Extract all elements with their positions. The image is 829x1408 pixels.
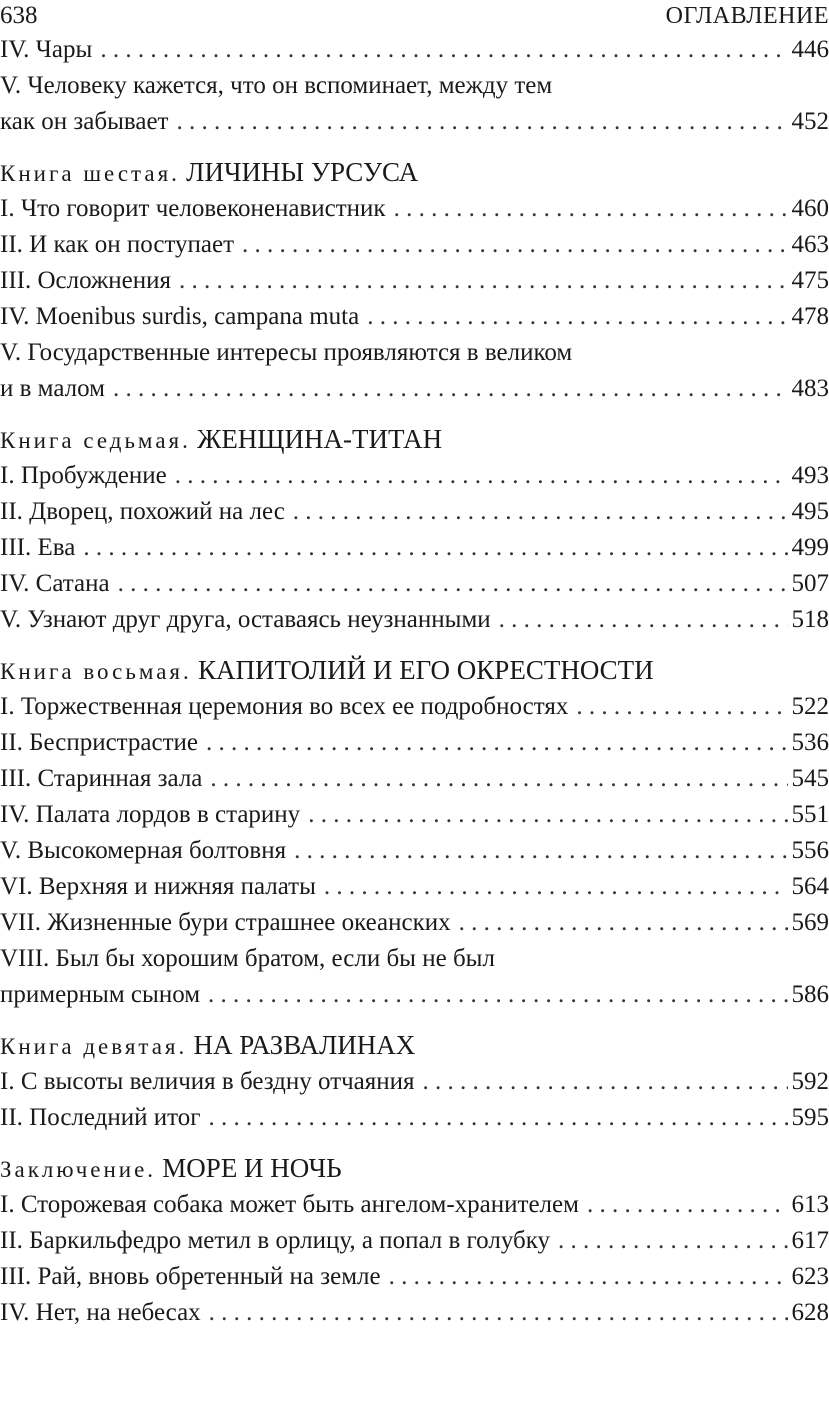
dot-leader xyxy=(423,1064,788,1100)
book-label: Книга девятая. xyxy=(0,1034,188,1059)
toc-entry xyxy=(0,494,829,530)
toc-entry xyxy=(0,1259,829,1295)
chapter-page-number: 452 xyxy=(791,108,829,135)
dot-leader xyxy=(367,299,787,335)
chapter-page-number: 595 xyxy=(791,1104,829,1131)
chapter-page-number: 446 xyxy=(791,36,829,63)
book-heading xyxy=(0,651,829,689)
chapter-title: VII. Жизненные бури страшнее океанских xyxy=(0,909,451,936)
chapter-page-number: 592 xyxy=(791,1068,829,1095)
chapter-title: I. Торжественная церемония во всех ее подробностях xyxy=(0,693,569,720)
chapter-title: как он забывает xyxy=(0,108,169,135)
chapter-title: V. Высокомерная болтовня xyxy=(0,837,287,864)
dot-leader xyxy=(179,263,788,299)
chapter-page-number: 556 xyxy=(791,837,829,864)
chapter-title-line: VIII. Был бы хорошим братом, если бы не был xyxy=(0,945,495,972)
dot-leader xyxy=(206,725,788,761)
chapter-page-number: 478 xyxy=(791,303,829,330)
chapter-title-line: V. Государственные интересы проявляются в великом xyxy=(0,339,573,366)
dot-leader xyxy=(176,104,787,140)
chapter-title: I. Сторожевая собака может быть ангелом-хранителем xyxy=(0,1191,579,1218)
book-section xyxy=(0,1026,829,1136)
dot-leader xyxy=(459,905,788,941)
dot-leader xyxy=(308,797,787,833)
chapter-page-number: 617 xyxy=(791,1227,829,1254)
chapter-title: III. Ева xyxy=(0,534,76,561)
chapter-title: V. Узнают друг друга, оставаясь неузнанными xyxy=(0,606,491,633)
book-label: Книга восьмая. xyxy=(0,659,192,684)
toc-entry xyxy=(0,833,829,869)
dot-leader xyxy=(83,530,787,566)
running-title: ОГЛАВЛЕНИЕ xyxy=(665,3,829,29)
book-heading xyxy=(0,420,829,458)
chapter-page-number: 545 xyxy=(791,765,829,792)
chapter-page-number: 586 xyxy=(791,981,829,1008)
dot-leader xyxy=(175,458,788,494)
toc-entry xyxy=(0,1223,829,1259)
book-section xyxy=(0,420,829,638)
chapter-page-number: 499 xyxy=(791,534,829,561)
chapter-page-number: 569 xyxy=(791,909,829,936)
dot-leader xyxy=(242,227,787,263)
toc-entry xyxy=(0,263,829,299)
dot-leader xyxy=(499,602,788,638)
chapter-page-number: 623 xyxy=(791,1263,829,1290)
chapter-page-number: 483 xyxy=(791,375,829,402)
chapter-page-number: 518 xyxy=(791,606,829,633)
chapter-page-number: 628 xyxy=(791,1299,829,1326)
toc-entry xyxy=(0,104,829,140)
toc-entry xyxy=(0,32,829,68)
dot-leader xyxy=(324,869,788,905)
chapter-title: IV. Чары xyxy=(0,36,93,63)
chapter-title: III. Старинная зала xyxy=(0,765,203,792)
book-title: ЖЕНЩИНА-ТИТАН xyxy=(197,424,443,454)
dot-leader xyxy=(118,566,788,602)
chapter-page-number: 495 xyxy=(791,498,829,525)
running-header xyxy=(0,0,829,32)
chapter-page-number: 493 xyxy=(791,462,829,489)
toc-entry xyxy=(0,371,829,407)
dot-leader xyxy=(294,833,787,869)
toc-entry xyxy=(0,191,829,227)
chapter-title: I. Что говорит человеконенавистник xyxy=(0,195,386,222)
chapter-title: VI. Верхняя и нижняя палаты xyxy=(0,873,316,900)
chapter-page-number: 507 xyxy=(791,570,829,597)
toc-entry xyxy=(0,299,829,335)
toc-entry xyxy=(0,977,829,1013)
chapter-title: IV. Сатана xyxy=(0,570,110,597)
book-section xyxy=(0,1149,829,1331)
toc-entry xyxy=(0,869,829,905)
toc-entry xyxy=(0,602,829,638)
toc-entry xyxy=(0,1187,829,1223)
chapter-title: II. И как он поступает xyxy=(0,231,235,258)
chapter-page-number: 463 xyxy=(791,231,829,258)
chapter-title: II. Баркильфедро метил в орлицу, а попал в голубку xyxy=(0,1227,550,1254)
toc-entry xyxy=(0,725,829,761)
book-section xyxy=(0,153,829,407)
dot-leader xyxy=(208,977,787,1013)
chapter-title: IV. Нет, на небесах xyxy=(0,1299,201,1326)
chapter-title: и в малом xyxy=(0,375,105,402)
toc-entry xyxy=(0,761,829,797)
dot-leader xyxy=(209,1295,788,1331)
dot-leader xyxy=(209,1100,788,1136)
chapter-title: IV. Moenibus surdis, campana muta xyxy=(0,303,360,330)
page-number: 638 xyxy=(0,2,38,29)
chapter-title: III. Рай, вновь обретенный на земле xyxy=(0,1263,381,1290)
toc-entry xyxy=(0,1295,829,1331)
toc-entry xyxy=(0,689,829,725)
book-heading xyxy=(0,1026,829,1064)
dot-leader xyxy=(113,371,788,407)
book-title: КАПИТОЛИЙ И ЕГО ОКРЕСТНОСТИ xyxy=(198,655,654,685)
chapter-title: III. Осложнения xyxy=(0,267,171,294)
toc-entry xyxy=(0,530,829,566)
chapter-title: I. Пробуждение xyxy=(0,462,167,489)
chapter-page-number: 551 xyxy=(791,801,829,828)
chapter-page-number: 522 xyxy=(791,693,829,720)
toc-entry xyxy=(0,458,829,494)
book-section xyxy=(0,32,829,140)
chapter-title: IV. Палата лордов в старину xyxy=(0,801,301,828)
book-title: МОРЕ И НОЧЬ xyxy=(162,1153,342,1183)
dot-leader xyxy=(210,761,787,797)
toc-entry xyxy=(0,905,829,941)
book-heading xyxy=(0,1149,829,1187)
dot-leader xyxy=(394,191,788,227)
chapter-title: II. Дворец, похожий на лес xyxy=(0,498,285,525)
chapter-title: I. С высоты величия в бездну отчаяния xyxy=(0,1068,415,1095)
dot-leader xyxy=(576,689,787,725)
dot-leader xyxy=(558,1223,788,1259)
toc-entry xyxy=(0,1100,829,1136)
chapter-page-number: 536 xyxy=(791,729,829,756)
dot-leader xyxy=(389,1259,788,1295)
chapter-title-line: V. Человеку кажется, что он вспоминает, между тем xyxy=(0,72,553,99)
dot-leader xyxy=(293,494,788,530)
book-title: ЛИЧИНЫ УРСУСА xyxy=(186,157,419,187)
chapter-title: II. Последний итог xyxy=(0,1104,201,1131)
book-label: Заключение. xyxy=(0,1157,157,1182)
book-label: Книга шестая. xyxy=(0,161,180,186)
chapter-title: II. Беспристрастие xyxy=(0,729,198,756)
chapter-page-number: 460 xyxy=(791,195,829,222)
chapter-page-number: 613 xyxy=(791,1191,829,1218)
toc-entry xyxy=(0,227,829,263)
toc-entry xyxy=(0,1064,829,1100)
book-title: НА РАЗВАЛИНАХ xyxy=(193,1030,416,1060)
chapter-title: примерным сыном xyxy=(0,981,201,1008)
table-of-contents xyxy=(0,32,829,1331)
book-section xyxy=(0,651,829,1013)
book-label: Книга седьмая. xyxy=(0,428,191,453)
toc-entry xyxy=(0,797,829,833)
dot-leader xyxy=(587,1187,788,1223)
dot-leader xyxy=(100,32,787,68)
toc-entry xyxy=(0,566,829,602)
chapter-page-number: 475 xyxy=(791,267,829,294)
chapter-page-number: 564 xyxy=(791,873,829,900)
book-heading xyxy=(0,153,829,191)
